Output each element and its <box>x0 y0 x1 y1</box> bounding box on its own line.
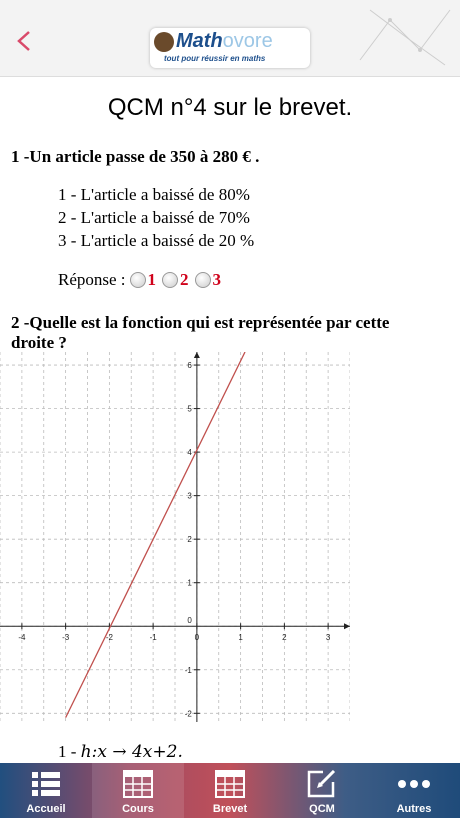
table-icon <box>123 770 153 798</box>
mathovore-logo[interactable] <box>150 28 310 68</box>
mascot-icon <box>154 32 174 52</box>
q2-answer-1 <box>58 742 183 762</box>
table-icon <box>215 770 245 798</box>
y-tick-label: 2 <box>187 535 192 545</box>
y-tick-label: 4 <box>187 448 192 458</box>
x-tick-label: -1 <box>149 633 157 643</box>
tab-qcm[interactable] <box>276 763 368 818</box>
header-sketch-decoration <box>350 0 460 76</box>
question-2-text-line2: droite ? <box>11 333 67 352</box>
q1-radio-2[interactable] <box>162 272 178 288</box>
x-tick-label: 3 <box>325 633 331 643</box>
logo-tagline: tout pour réussir en maths <box>164 54 266 63</box>
q1-option-1: 1 - L'article a baissé de 80% <box>58 185 250 204</box>
tab-cours-label: Cours <box>122 803 154 815</box>
tab-accueil-label: Accueil <box>26 803 66 815</box>
q1-option-2: 2 - L'article a baissé de 70% <box>58 208 250 227</box>
x-tick-label: 0 <box>194 633 200 643</box>
x-tick-label: -3 <box>62 633 70 643</box>
y-tick-label: 5 <box>187 404 192 414</box>
tab-accueil[interactable] <box>0 763 92 818</box>
q1-radio-1-label: 1 <box>147 270 157 289</box>
q1-option-3: 3 - L'article a baissé de 20 % <box>58 231 255 250</box>
q1-radio-1[interactable] <box>130 272 146 288</box>
bottom-tab-bar <box>0 763 460 818</box>
y-tick-label: 3 <box>187 491 192 501</box>
origin-label: 0 <box>187 616 192 626</box>
x-tick-label: 1 <box>238 633 243 643</box>
tab-qcm-label: QCM <box>309 803 335 815</box>
question-2-text-line1: 2 -Quelle est la fonction qui est représentée par cette <box>11 313 390 332</box>
function-line <box>66 352 245 718</box>
q2-answer-1-math: h:x → 4x+2. <box>80 742 183 762</box>
line-graph <box>0 352 350 722</box>
y-tick-label: 6 <box>187 361 192 371</box>
x-tick-label: -4 <box>18 633 26 643</box>
menu-list-icon <box>31 770 61 798</box>
y-axis-arrow <box>194 352 200 358</box>
x-tick-label: 2 <box>282 633 287 643</box>
tab-autres[interactable] <box>368 763 460 818</box>
logo-name: Mathovore <box>176 30 273 52</box>
q1-radio-3-label: 3 <box>212 270 222 289</box>
app-header <box>0 0 460 77</box>
more-dots-icon <box>397 770 431 798</box>
q1-reponse-row <box>58 270 223 290</box>
x-axis-arrow <box>344 623 350 629</box>
tab-cours[interactable] <box>92 763 184 818</box>
back-chevron-icon[interactable] <box>14 30 36 52</box>
y-tick-label: -1 <box>184 665 192 675</box>
tab-brevet[interactable] <box>184 763 276 818</box>
q1-radio-3[interactable] <box>195 272 211 288</box>
q2-answer-1-num: 1 - <box>58 742 77 761</box>
q1-radio-2-label: 2 <box>180 270 189 289</box>
y-tick-label: -2 <box>184 709 192 719</box>
reponse-label: Réponse : <box>58 270 126 289</box>
tab-autres-label: Autres <box>396 803 432 815</box>
edit-square-icon <box>307 770 337 798</box>
x-tick-label: -2 <box>105 633 113 643</box>
page-title: QCM n°4 sur le brevet. <box>107 94 353 121</box>
tab-brevet-label: Brevet <box>212 803 248 815</box>
question-1-text: 1 -Un article passe de 350 à 280 € . <box>11 147 260 166</box>
y-tick-label: 1 <box>187 578 192 588</box>
